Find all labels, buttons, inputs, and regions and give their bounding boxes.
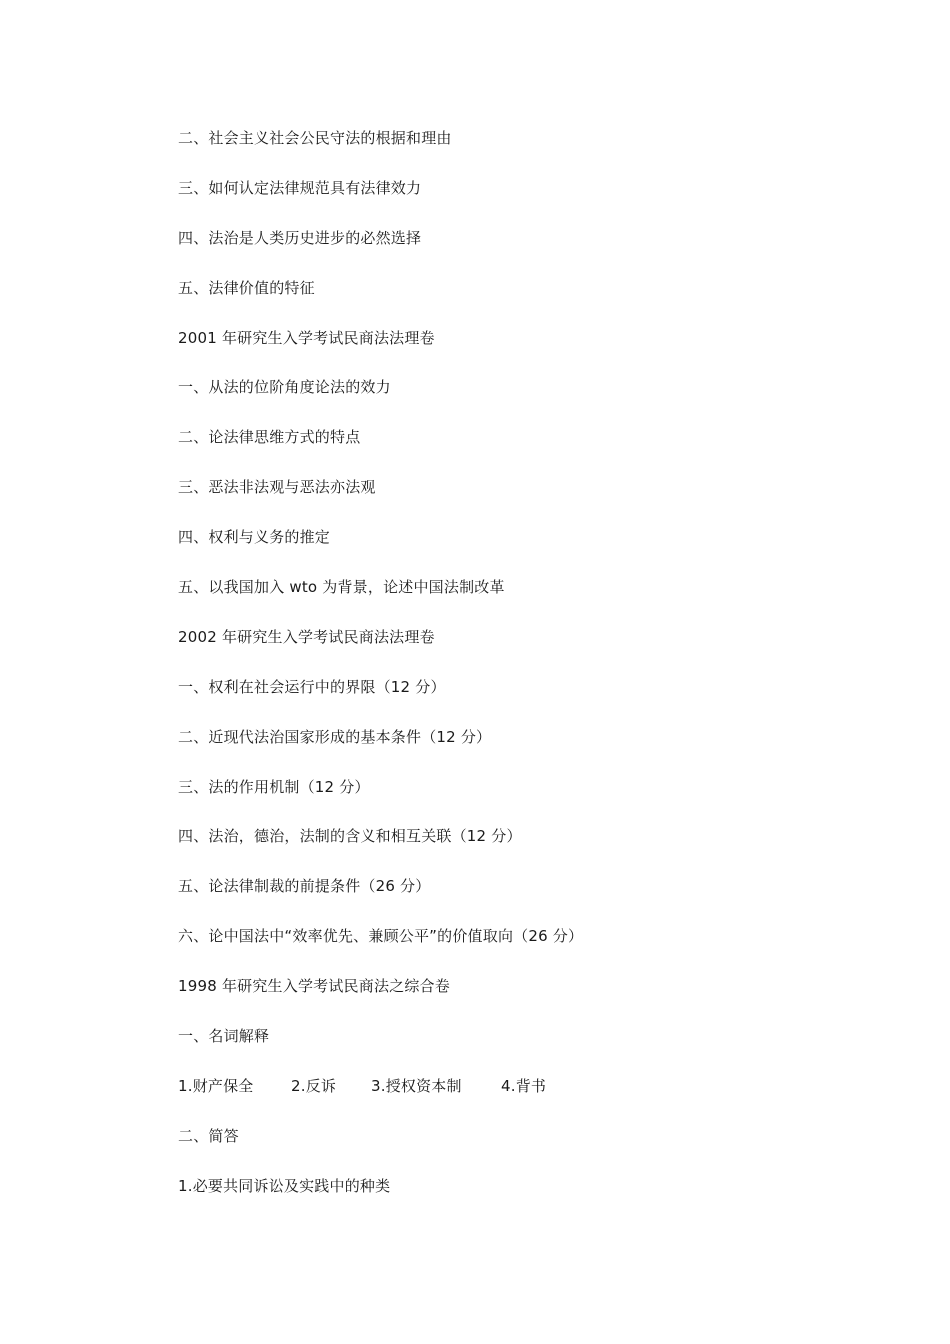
section-heading: 二、简答	[178, 1126, 239, 1145]
term-item: 4.背书	[501, 1076, 547, 1095]
question-line: 四、法治是人类历史进步的必然选择	[178, 228, 422, 247]
question-line: 二、近现代法治国家形成的基本条件（12 分）	[178, 727, 492, 746]
question-line: 五、以我国加入 wto 为背景，论述中国法制改革	[178, 578, 505, 597]
term-item: 3.授权资本制	[371, 1076, 462, 1095]
document-body	[178, 126, 798, 1224]
term-item: 2.反诉	[291, 1076, 337, 1095]
question-line: 三、恶法非法观与恶法亦法观	[178, 478, 376, 497]
term-list	[178, 1074, 798, 1098]
exam-heading: 2001 年研究生入学考试民商法法理卷	[178, 328, 435, 347]
question-line: 五、论法律制裁的前提条件（26 分）	[178, 877, 431, 896]
question-line: 五、法律价值的特征	[178, 278, 315, 297]
question-line: 三、法的作用机制（12 分）	[178, 777, 370, 796]
question-line: 一、权利在社会运行中的界限（12 分）	[178, 677, 446, 696]
section-heading: 一、名词解释	[178, 1027, 270, 1046]
question-line: 二、论法律思维方式的特点	[178, 428, 361, 447]
question-line: 三、如何认定法律规范具有法律效力	[178, 178, 422, 197]
question-line: 四、权利与义务的推定	[178, 528, 331, 547]
exam-heading: 2002 年研究生入学考试民商法法理卷	[178, 627, 435, 646]
question-line: 1.必要共同诉讼及实践中的种类	[178, 1176, 391, 1195]
term-item: 1.财产保全	[178, 1076, 254, 1095]
question-line: 二、社会主义社会公民守法的根据和理由	[178, 129, 452, 147]
exam-heading: 1998 年研究生入学考试民商法之综合卷	[178, 977, 450, 996]
question-line: 六、论中国法中“效率优先、兼顾公平”的价值取向（26 分）	[178, 927, 584, 946]
question-line: 一、从法的位阶角度论法的效力	[178, 378, 391, 397]
question-line: 四、法治，德治，法制的含义和相互关联（12 分）	[178, 827, 522, 846]
